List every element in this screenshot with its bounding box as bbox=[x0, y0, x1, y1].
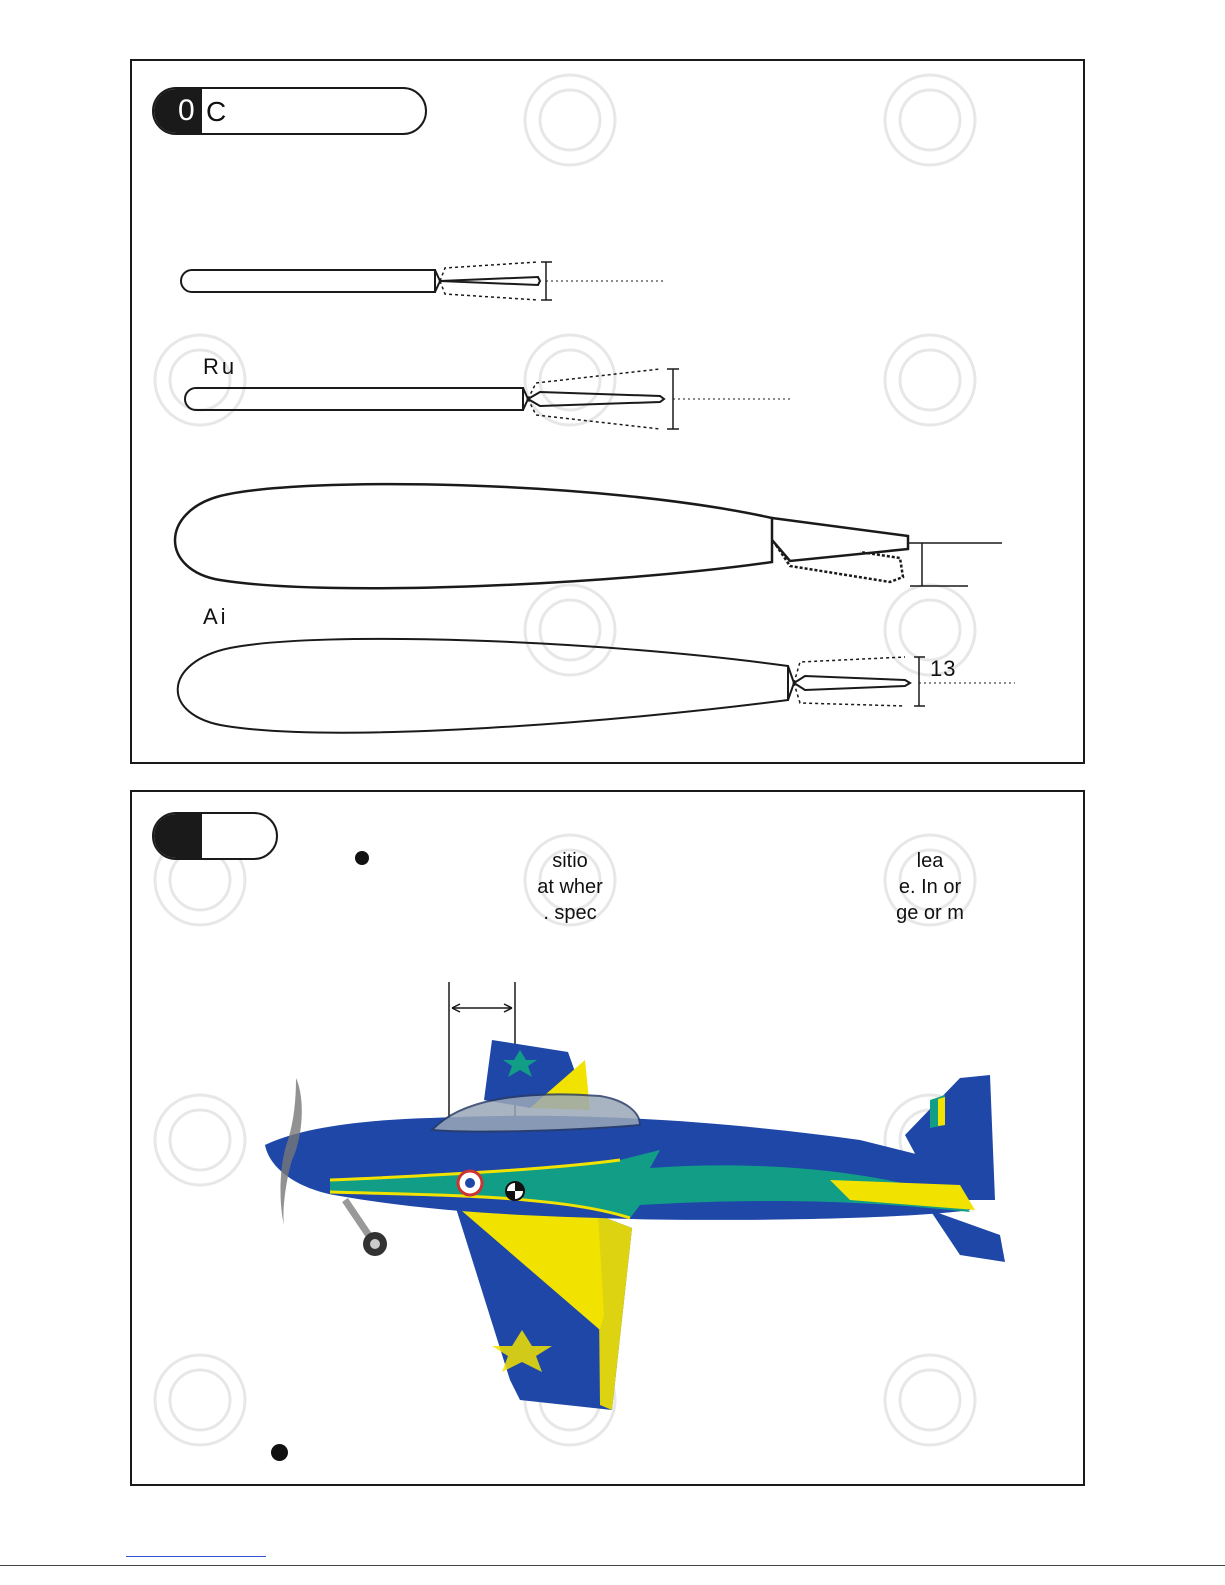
instruction-line: sitio bbox=[552, 850, 588, 872]
section-number: 0 bbox=[154, 89, 202, 133]
rudder-label: Ru bbox=[203, 354, 238, 379]
instruction-line: lea bbox=[916, 850, 944, 872]
footer-link-underline bbox=[126, 1556, 266, 1557]
section-title: C bbox=[206, 96, 229, 127]
instruction-line: ge or m bbox=[896, 902, 964, 924]
throw-value-label: 13 bbox=[930, 656, 957, 681]
instruction-line: . spec bbox=[543, 902, 597, 924]
instruction-line: e. In or bbox=[898, 876, 962, 898]
cg-marker-icon bbox=[506, 1182, 524, 1200]
main-wing bbox=[455, 1205, 632, 1410]
fuselage bbox=[265, 1075, 1005, 1262]
instruction-line: at wher bbox=[537, 876, 603, 898]
aileron-label: Ai bbox=[203, 604, 229, 629]
page-bottom-rule bbox=[0, 1565, 1225, 1566]
